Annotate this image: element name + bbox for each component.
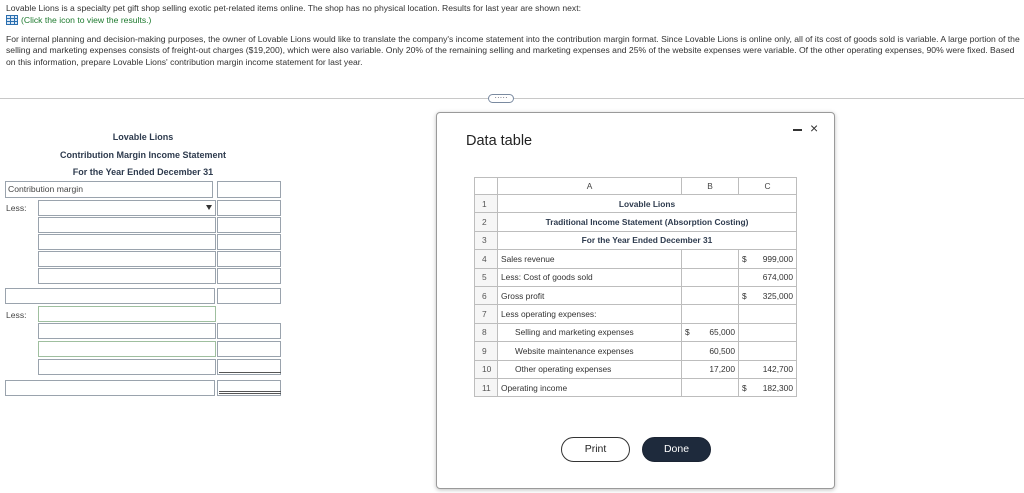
table-cell [739, 286, 797, 304]
amount-input[interactable] [217, 251, 281, 267]
double-underline [219, 393, 281, 394]
close-icon[interactable]: × [810, 120, 819, 136]
amount-input[interactable] [217, 234, 281, 250]
currency-symbol: $ [685, 327, 690, 338]
double-underline [219, 391, 281, 392]
table-cell: 142,700 [739, 360, 797, 378]
table-row [475, 323, 797, 341]
amount-input[interactable] [217, 217, 281, 233]
table-row [475, 286, 797, 304]
line-item-input[interactable] [38, 268, 216, 284]
column-header: B [682, 178, 739, 195]
row-number: 5 [475, 268, 498, 286]
table-cell [682, 286, 739, 304]
row-number: 4 [475, 250, 498, 268]
table-icon[interactable] [6, 15, 18, 25]
corner-cell [475, 178, 498, 195]
contribution-margin-amount[interactable] [217, 181, 281, 198]
currency-symbol: $ [742, 290, 747, 301]
table-row [475, 195, 797, 213]
table-cell: Less operating expenses: [498, 305, 682, 323]
subtotal-label-input[interactable] [5, 288, 215, 304]
table-cell [739, 305, 797, 323]
table-cell: Website maintenance expenses [498, 342, 682, 360]
line-item-input[interactable] [38, 359, 216, 375]
amount: 182,300 [762, 382, 793, 393]
row-number: 2 [475, 213, 498, 231]
column-header: C [739, 178, 797, 195]
intro-text: Lovable Lions is a specialty pet gift shop selling exotic pet-related items online. The shop has no physical location. Results for last year are shown next: [6, 3, 581, 13]
amount-input[interactable] [217, 268, 281, 284]
table-cell: 17,200 [682, 360, 739, 378]
line-item-input[interactable] [38, 323, 216, 339]
done-button[interactable]: Done [642, 437, 711, 462]
column-header: A [498, 178, 682, 195]
data-table [474, 177, 797, 397]
amount-input[interactable] [217, 323, 281, 339]
table-cell [739, 323, 797, 341]
line-item-input[interactable] [38, 251, 216, 267]
statement-company: Lovable Lions [112, 132, 174, 142]
line-item-input[interactable] [38, 306, 216, 322]
modal-title: Data table [466, 133, 533, 149]
table-cell [682, 323, 739, 341]
table-header-row [475, 178, 797, 195]
less-select-dropdown[interactable] [38, 200, 216, 216]
table-row [475, 342, 797, 360]
table-cell: Operating income [498, 378, 682, 396]
currency-symbol: $ [742, 382, 747, 393]
line-item-input[interactable] [38, 217, 216, 233]
row-number: 6 [475, 286, 498, 304]
table-cell [682, 305, 739, 323]
currency-symbol: $ [742, 253, 747, 264]
table-cell [739, 342, 797, 360]
problem-paragraph: For internal planning and decision-making purposes, the owner of Lovable Lions would like to translate the company's income statement into the contribution margin format. Since Lovable Lions is online only, all of its cost of goods sold is variable. A large portion of the selling and marketing expenses consists of freight-out charges ($19,200), which were also variable. Only 20% of the remaining selling and marketing expenses and 25% of the website expenses were variable. Of the other operating expenses, 90% were fixed. Based on this information, prepare Lovable Lions' contribution margin income statement for last year. [6, 34, 1020, 67]
less-label-2: Less: [6, 310, 27, 320]
row-number: 7 [475, 305, 498, 323]
final-label-input[interactable] [5, 380, 215, 396]
table-cell: Selling and marketing expenses [498, 323, 682, 341]
amount: 999,000 [762, 253, 793, 264]
print-button[interactable]: Print [561, 437, 630, 462]
amount-input[interactable] [217, 200, 281, 216]
table-row [475, 213, 797, 231]
less-label-1: Less: [6, 203, 27, 213]
table-cell [739, 250, 797, 268]
minimize-button[interactable] [793, 124, 802, 133]
statement-period: For the Year Ended December 31 [72, 167, 214, 177]
amount-input[interactable] [217, 341, 281, 357]
expand-button[interactable]: ····· [488, 94, 514, 103]
table-cell: Other operating expenses [498, 360, 682, 378]
table-row [475, 250, 797, 268]
table-cell: 60,500 [682, 342, 739, 360]
table-row [475, 231, 797, 249]
table-cell: Traditional Income Statement (Absorption Costing) [498, 213, 797, 231]
table-cell [682, 378, 739, 396]
table-row [475, 305, 797, 323]
results-link-label[interactable]: (Click the icon to view the results.) [21, 15, 152, 25]
table-cell: Less: Cost of goods sold [498, 268, 682, 286]
table-row [475, 360, 797, 378]
row-number: 1 [475, 195, 498, 213]
table-row [475, 268, 797, 286]
table-cell [682, 250, 739, 268]
chevron-down-icon [206, 205, 212, 210]
results-link[interactable] [6, 15, 151, 25]
row-number: 10 [475, 360, 498, 378]
amount: 325,000 [762, 290, 793, 301]
row-number: 9 [475, 342, 498, 360]
line-item-input[interactable] [38, 234, 216, 250]
table-row [475, 378, 797, 396]
table-cell [739, 378, 797, 396]
table-cell: Lovable Lions [498, 195, 797, 213]
statement-title: Contribution Margin Income Statement [59, 150, 226, 160]
row-number: 8 [475, 323, 498, 341]
line-item-input[interactable] [38, 341, 216, 357]
table-cell: For the Year Ended December 31 [498, 231, 797, 249]
underline [219, 372, 281, 373]
table-cell [682, 268, 739, 286]
amount: 65,000 [709, 327, 735, 338]
table-cell: Gross profit [498, 286, 682, 304]
table-cell: Sales revenue [498, 250, 682, 268]
table-cell: 674,000 [739, 268, 797, 286]
data-table-modal [436, 112, 835, 489]
subtotal-amount-input[interactable] [217, 288, 281, 304]
row-number: 3 [475, 231, 498, 249]
contribution-margin-label: Contribution margin [5, 181, 213, 198]
row-number: 11 [475, 378, 498, 396]
